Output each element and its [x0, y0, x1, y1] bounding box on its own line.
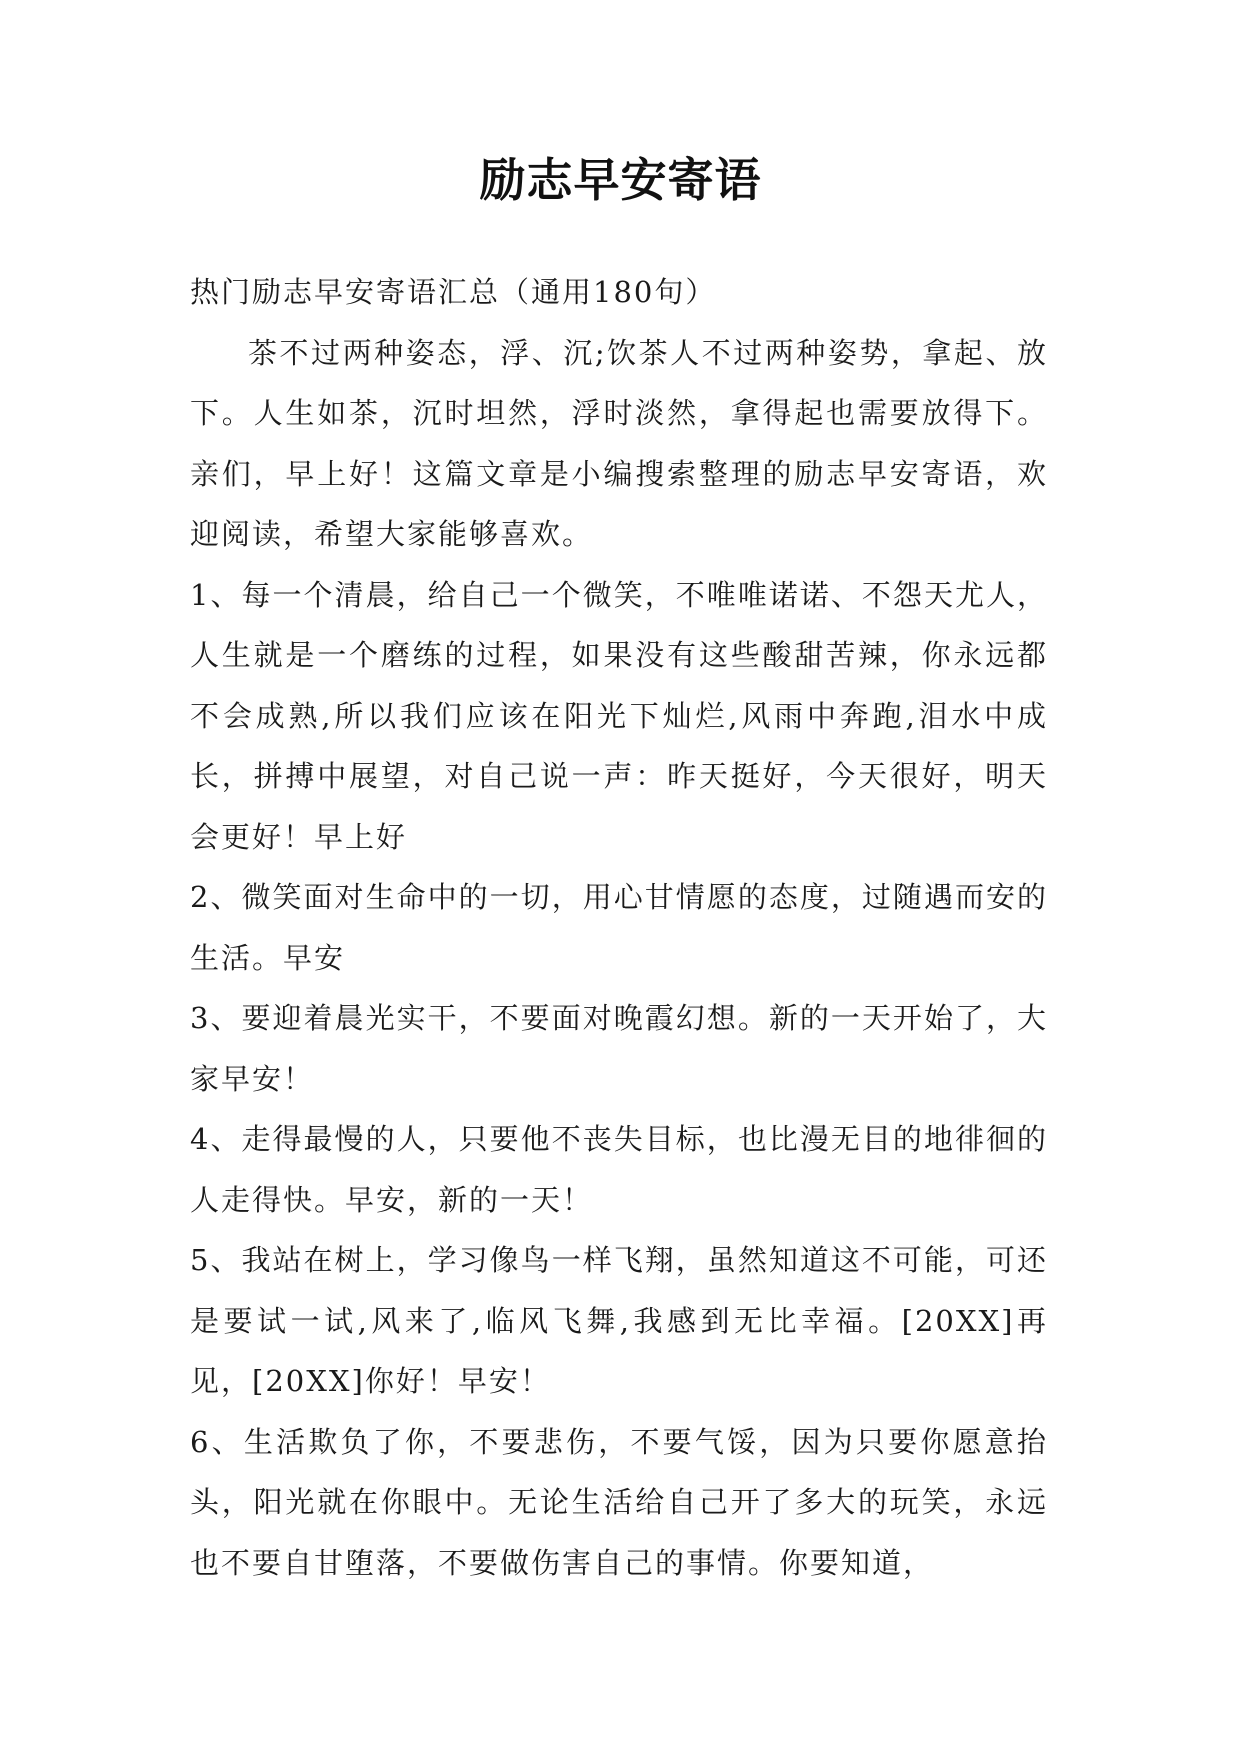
subtitle-paragraph: 热门励志早安寄语汇总（通用180句） — [190, 275, 717, 309]
quote-paragraph-4: 4、走得最慢的人，只要他不丧失目标，也比漫无目的地徘徊的人走得快。早安，新的一天！ — [190, 1122, 1048, 1217]
quote-paragraph-5: 5、我站在树上，学习像鸟一样飞翔，虽然知道这不可能，可还是要试一试,风来了,临风飞舞,我感到无比幸福。[20XX]再见，[20XX]你好！早安！ — [190, 1243, 1048, 1398]
intro-paragraph: 茶不过两种姿态，浮、沉;饮茶人不过两种姿势，拿起、放下。人生如茶，沉时坦然，浮时淡然，拿得起也需要放得下。亲们，早上好！这篇文章是小编搜索整理的励志早安寄语，欢迎阅读，希望大家能够喜欢。 — [190, 335, 1048, 551]
quote-paragraph-2: 2、微笑面对生命中的一切，用心甘情愿的态度，过随遇而安的生活。早安 — [190, 880, 1048, 975]
document-body — [190, 262, 1048, 1593]
quote-paragraph-3: 3、要迎着晨光实干，不要面对晚霞幻想。新的一天开始了，大家早安！ — [190, 1001, 1048, 1096]
quote-paragraph-6: 6、生活欺负了你，不要悲伤，不要气馁，因为只要你愿意抬头，阳光就在你眼中。无论生活给自己开了多大的玩笑，永远也不要自甘堕落，不要做伤害自己的事情。你要知道， — [190, 1424, 1048, 1580]
quote-paragraph-1: 1、每一个清晨，给自己一个微笑，不唯唯诺诺、不怨天尤人，人生就是一个磨练的过程，如果没有这些酸甜苦辣，你永远都不会成熟,所以我们应该在阳光下灿烂,风雨中奔跑,泪水中成长，拼搏中展望，对自己说一声：昨天挺好，今天很好，明天会更好！早上好 — [190, 577, 1048, 854]
document-title: 励志早安寄语 — [479, 153, 762, 207]
